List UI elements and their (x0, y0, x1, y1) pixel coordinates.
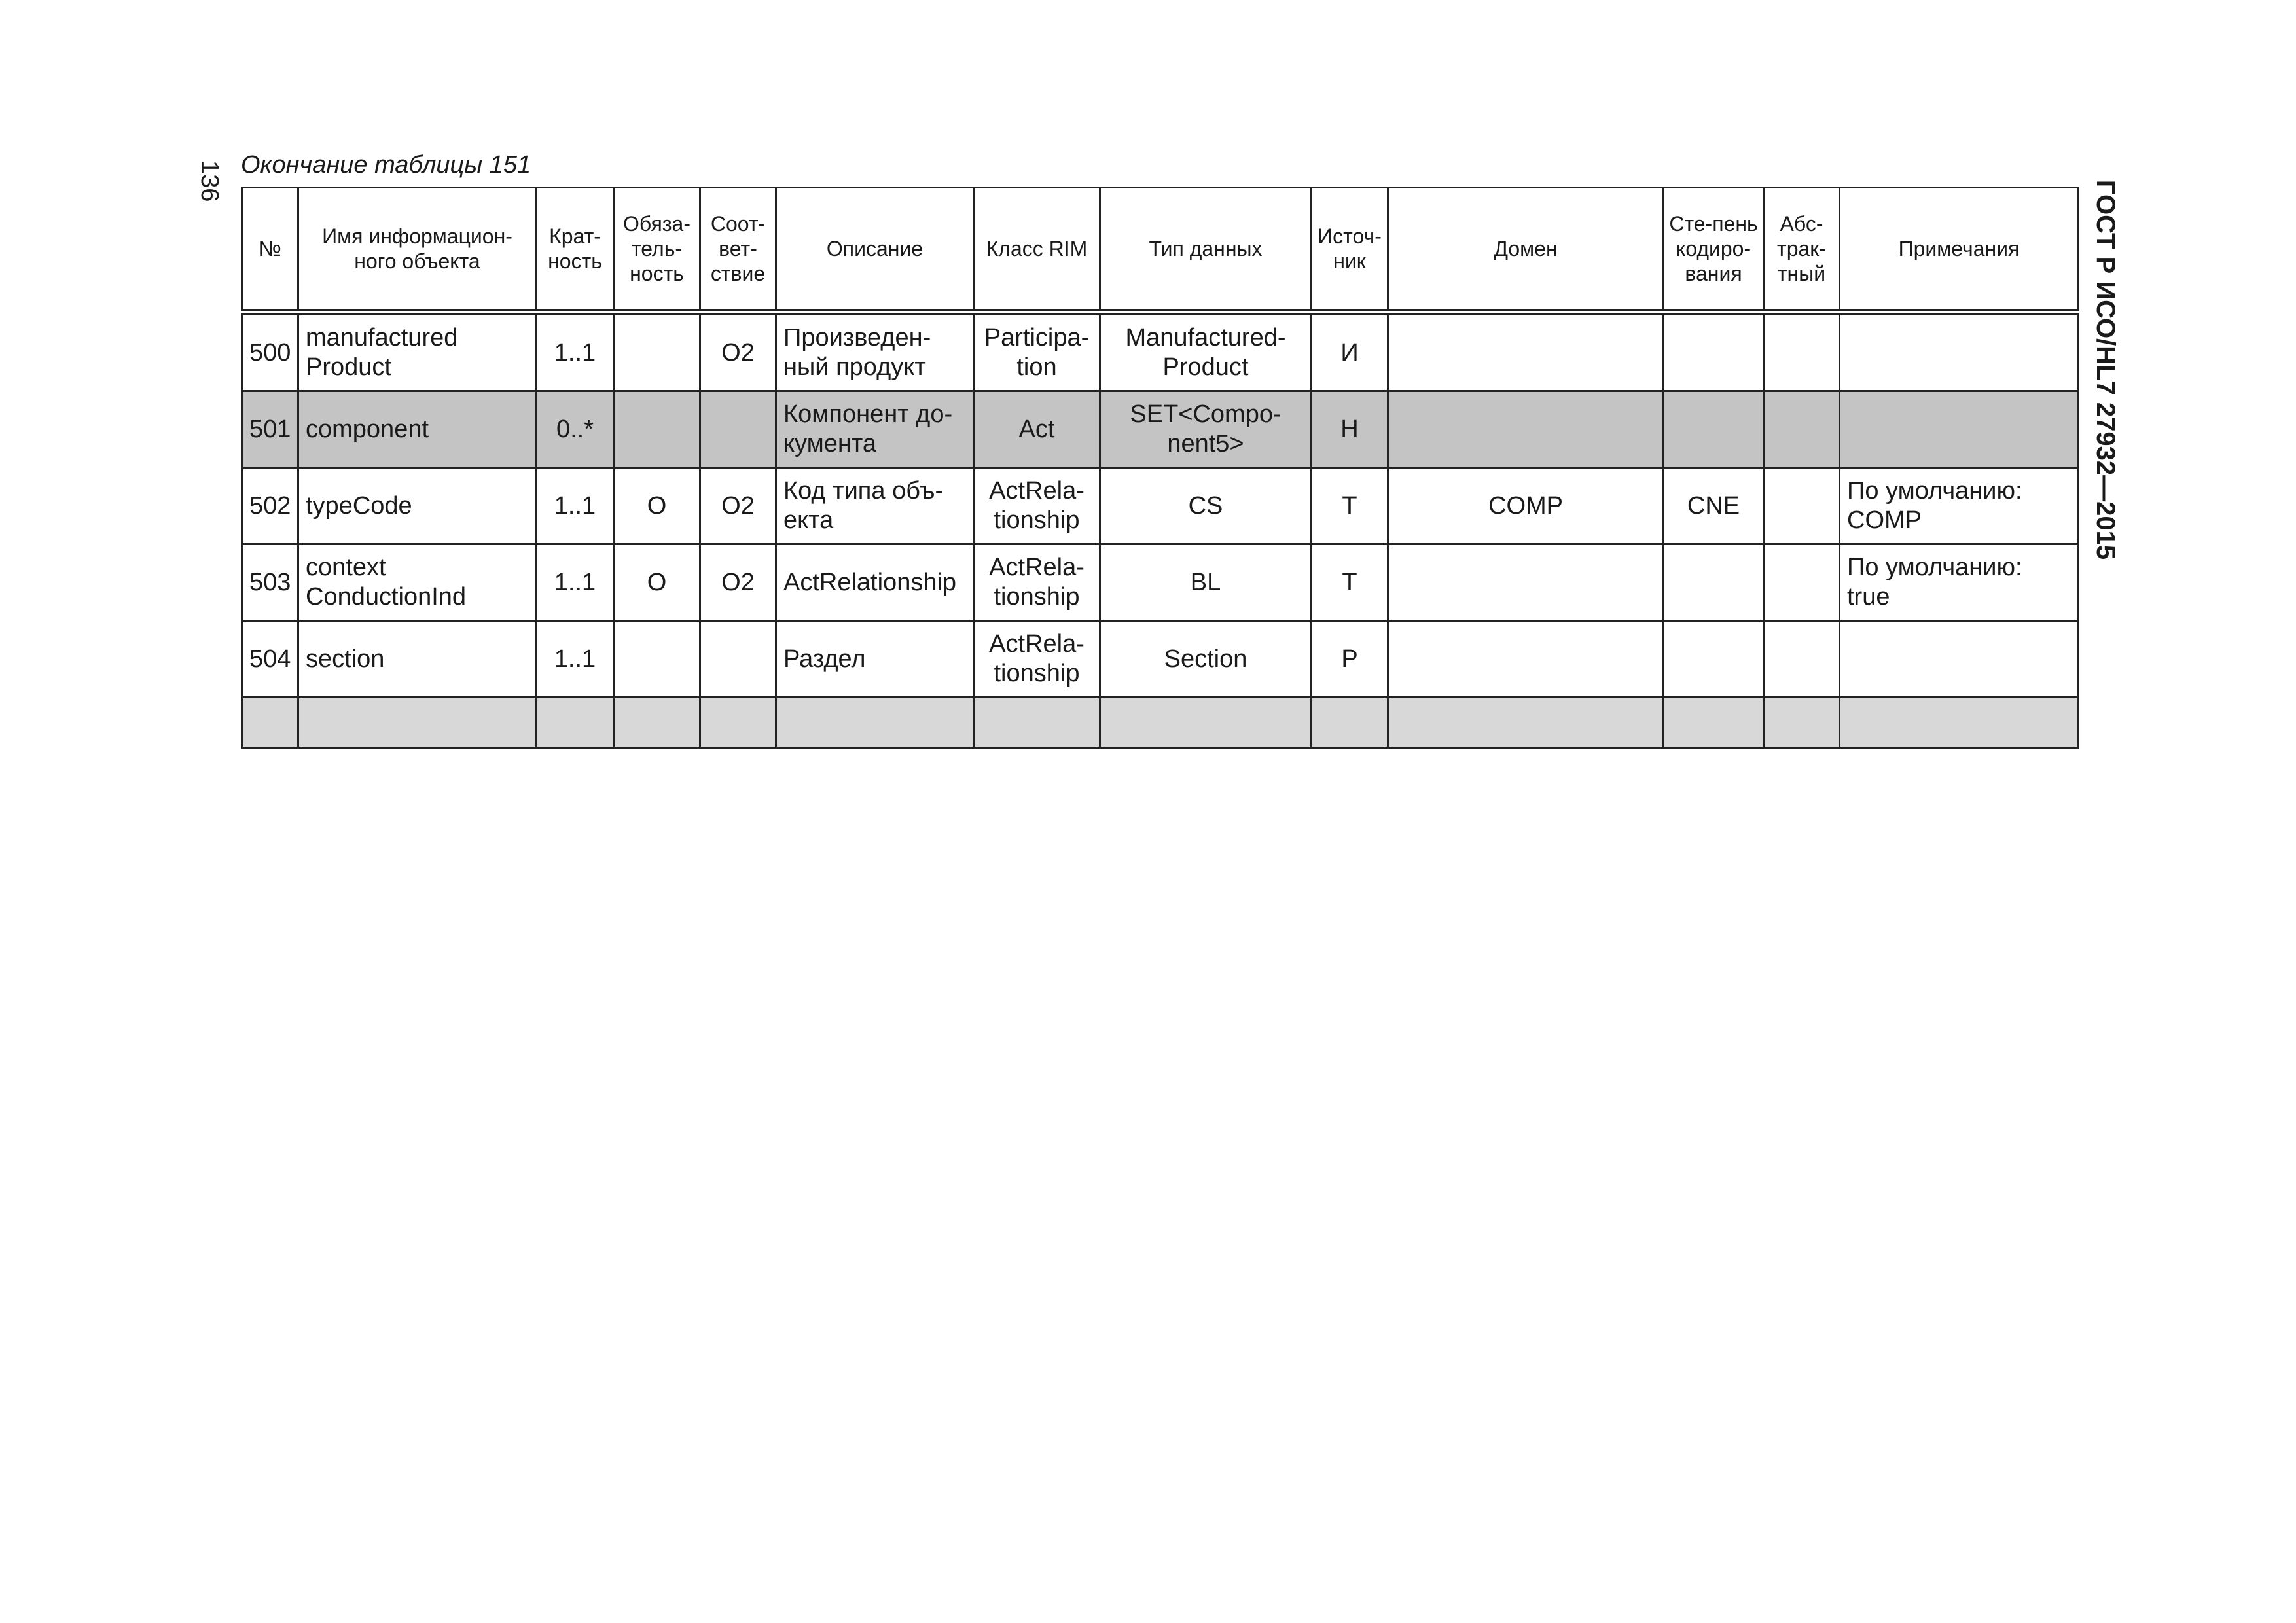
cell-rim-class: Participa-tion (974, 312, 1100, 391)
cell-num: 504 (242, 621, 298, 698)
cell-multiplicity: 1..1 (537, 468, 614, 544)
cell-conformance: O2 (700, 544, 776, 621)
empty-cell (614, 698, 700, 748)
cell-domain (1388, 391, 1664, 468)
cell-num: 501 (242, 391, 298, 468)
cell-data-type: BL (1100, 544, 1312, 621)
cell-abstract (1764, 544, 1840, 621)
header-coding-strength: Сте-пень кодиро-вания (1664, 188, 1764, 313)
header-description: Описание (776, 188, 974, 313)
cell-description: Код типа объ-екта (776, 468, 974, 544)
cell-description: Произведен-ный продукт (776, 312, 974, 391)
cell-notes: По умолчанию: COMP (1840, 468, 2079, 544)
cell-multiplicity: 0..* (537, 391, 614, 468)
cell-rim-class: Act (974, 391, 1100, 468)
cell-conformance: O2 (700, 468, 776, 544)
cell-data-type: Manufactured-Product (1100, 312, 1312, 391)
empty-cell (1764, 698, 1840, 748)
cell-rim-class: ActRela-tionship (974, 468, 1100, 544)
cell-conformance (700, 621, 776, 698)
cell-description: ActRelationship (776, 544, 974, 621)
cell-description: Компонент до-кумента (776, 391, 974, 468)
standard-title: ГОСТ Р ИСО/HL7 27932—2015 (2091, 179, 2120, 560)
table-row (242, 621, 2079, 698)
table-row (242, 468, 2079, 544)
cell-name: section (298, 621, 537, 698)
cell-abstract (1764, 621, 1840, 698)
cell-mandatory (614, 621, 700, 698)
cell-notes (1840, 312, 2079, 391)
spec-table (241, 187, 2079, 749)
cell-mandatory: O (614, 544, 700, 621)
empty-cell (298, 698, 537, 748)
empty-cell (776, 698, 974, 748)
cell-name: manufactured Product (298, 312, 537, 391)
cell-rim-class: ActRela-tionship (974, 621, 1100, 698)
cell-name: context ConductionInd (298, 544, 537, 621)
cell-notes (1840, 391, 2079, 468)
cell-coding-strength (1664, 621, 1764, 698)
cell-multiplicity: 1..1 (537, 312, 614, 391)
empty-cell (700, 698, 776, 748)
table-row (242, 312, 2079, 391)
cell-source: И (1312, 312, 1388, 391)
cell-abstract (1764, 312, 1840, 391)
cell-abstract (1764, 391, 1840, 468)
cell-num: 502 (242, 468, 298, 544)
cell-conformance: O2 (700, 312, 776, 391)
header-name: Имя информацион-ного объекта (298, 188, 537, 313)
cell-coding-strength (1664, 312, 1764, 391)
cell-coding-strength (1664, 544, 1764, 621)
cell-multiplicity: 1..1 (537, 544, 614, 621)
cell-mandatory (614, 391, 700, 468)
cell-name: typeCode (298, 468, 537, 544)
table-caption: Окончание таблицы 151 (241, 151, 531, 179)
cell-source: Н (1312, 391, 1388, 468)
cell-num: 500 (242, 312, 298, 391)
empty-cell (537, 698, 614, 748)
cell-coding-strength (1664, 391, 1764, 468)
header-data-type: Тип данных (1100, 188, 1312, 313)
cell-mandatory: O (614, 468, 700, 544)
cell-data-type: CS (1100, 468, 1312, 544)
header-notes: Примечания (1840, 188, 2079, 313)
table-row (242, 391, 2079, 468)
cell-domain (1388, 312, 1664, 391)
cell-num: 503 (242, 544, 298, 621)
header-abstract: Абс-трак-тный (1764, 188, 1840, 313)
empty-cell (1100, 698, 1312, 748)
empty-cell (974, 698, 1100, 748)
cell-domain (1388, 621, 1664, 698)
cell-data-type: Section (1100, 621, 1312, 698)
cell-abstract (1764, 468, 1840, 544)
empty-cell (1312, 698, 1388, 748)
cell-domain: COMP (1388, 468, 1664, 544)
header-conformance: Соот-вет-ствие (700, 188, 776, 313)
header-mandatory: Обяза-тель-ность (614, 188, 700, 313)
cell-description: Раздел (776, 621, 974, 698)
empty-cell (1840, 698, 2079, 748)
header-row (242, 188, 2079, 313)
header-domain: Домен (1388, 188, 1664, 313)
cell-name: component (298, 391, 537, 468)
empty-cell (1664, 698, 1764, 748)
cell-notes: По умолчанию: true (1840, 544, 2079, 621)
empty-cell (242, 698, 298, 748)
cell-notes (1840, 621, 2079, 698)
cell-multiplicity: 1..1 (537, 621, 614, 698)
cell-conformance (700, 391, 776, 468)
cell-coding-strength: CNE (1664, 468, 1764, 544)
header-num: № (242, 188, 298, 313)
cell-source: Т (1312, 544, 1388, 621)
empty-table-row (242, 698, 2079, 748)
header-rim-class: Класс RIM (974, 188, 1100, 313)
cell-rim-class: ActRela-tionship (974, 544, 1100, 621)
header-source: Источ-ник (1312, 188, 1388, 313)
empty-cell (1388, 698, 1664, 748)
cell-domain (1388, 544, 1664, 621)
table-row (242, 544, 2079, 621)
page-number: 136 (196, 160, 223, 202)
cell-source: Т (1312, 468, 1388, 544)
cell-mandatory (614, 312, 700, 391)
cell-data-type: SET<Compo-nent5> (1100, 391, 1312, 468)
header-multiplicity: Крат-ность (537, 188, 614, 313)
cell-source: Р (1312, 621, 1388, 698)
